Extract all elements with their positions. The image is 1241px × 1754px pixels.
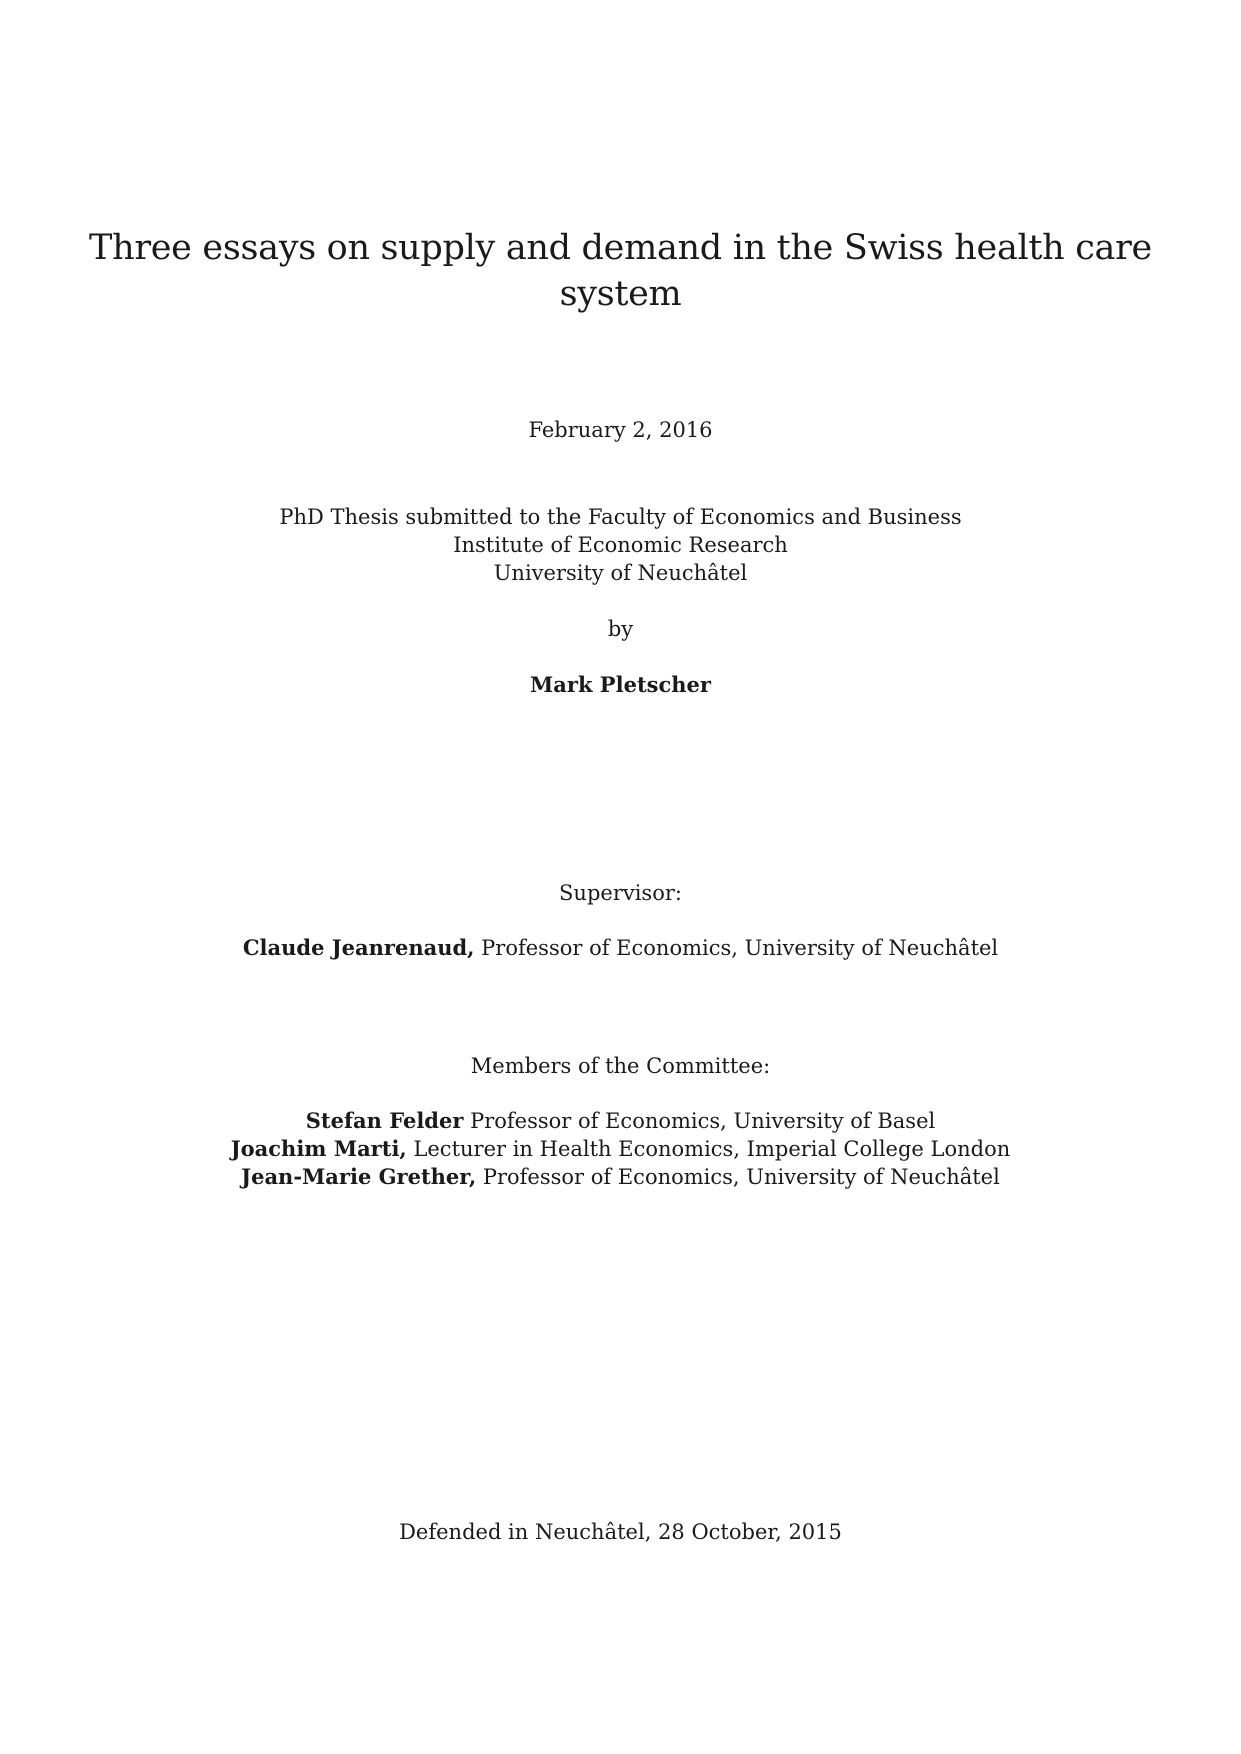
supervisor-entry xyxy=(0,934,1241,962)
committee-member-name: Stefan Felder xyxy=(305,1108,464,1133)
committee-member xyxy=(0,1135,1241,1163)
author-name: Mark Pletscher xyxy=(530,672,711,697)
supervisor-role: Professor of Economics, University of Neuchâtel xyxy=(481,936,999,960)
defense-statement: Defended in Neuchâtel, 28 October, 2015 xyxy=(399,1520,842,1544)
submission-line-institute: Institute of Economic Research xyxy=(453,533,788,557)
committee-member xyxy=(0,1107,1241,1135)
supervisor-heading: Supervisor: xyxy=(559,881,682,905)
committee-heading: Members of the Committee: xyxy=(470,1054,771,1078)
committee-member-role: Professor of Economics, University of Neuchâtel xyxy=(482,1165,1000,1189)
committee-member-role: Lecturer in Health Economics, Imperial College London xyxy=(413,1137,1011,1161)
committee-member-name: Joachim Marti, xyxy=(230,1136,407,1161)
thesis-date: February 2, 2016 xyxy=(528,418,713,442)
committee-member xyxy=(0,1163,1241,1191)
committee-member-name: Jean-Marie Grether, xyxy=(241,1164,477,1189)
submission-line-faculty: PhD Thesis submitted to the Faculty of Economics and Business xyxy=(279,505,962,529)
submission-line-university: University of Neuchâtel xyxy=(493,561,748,585)
supervisor-name: Claude Jeanrenaud, xyxy=(242,935,475,960)
thesis-title-line-2: system xyxy=(559,274,682,314)
committee-member-role: Professor of Economics, University of Basel xyxy=(470,1109,936,1133)
by-label: by xyxy=(607,617,634,641)
thesis-title-line-1: Three essays on supply and demand in the Swiss health care xyxy=(89,228,1152,268)
